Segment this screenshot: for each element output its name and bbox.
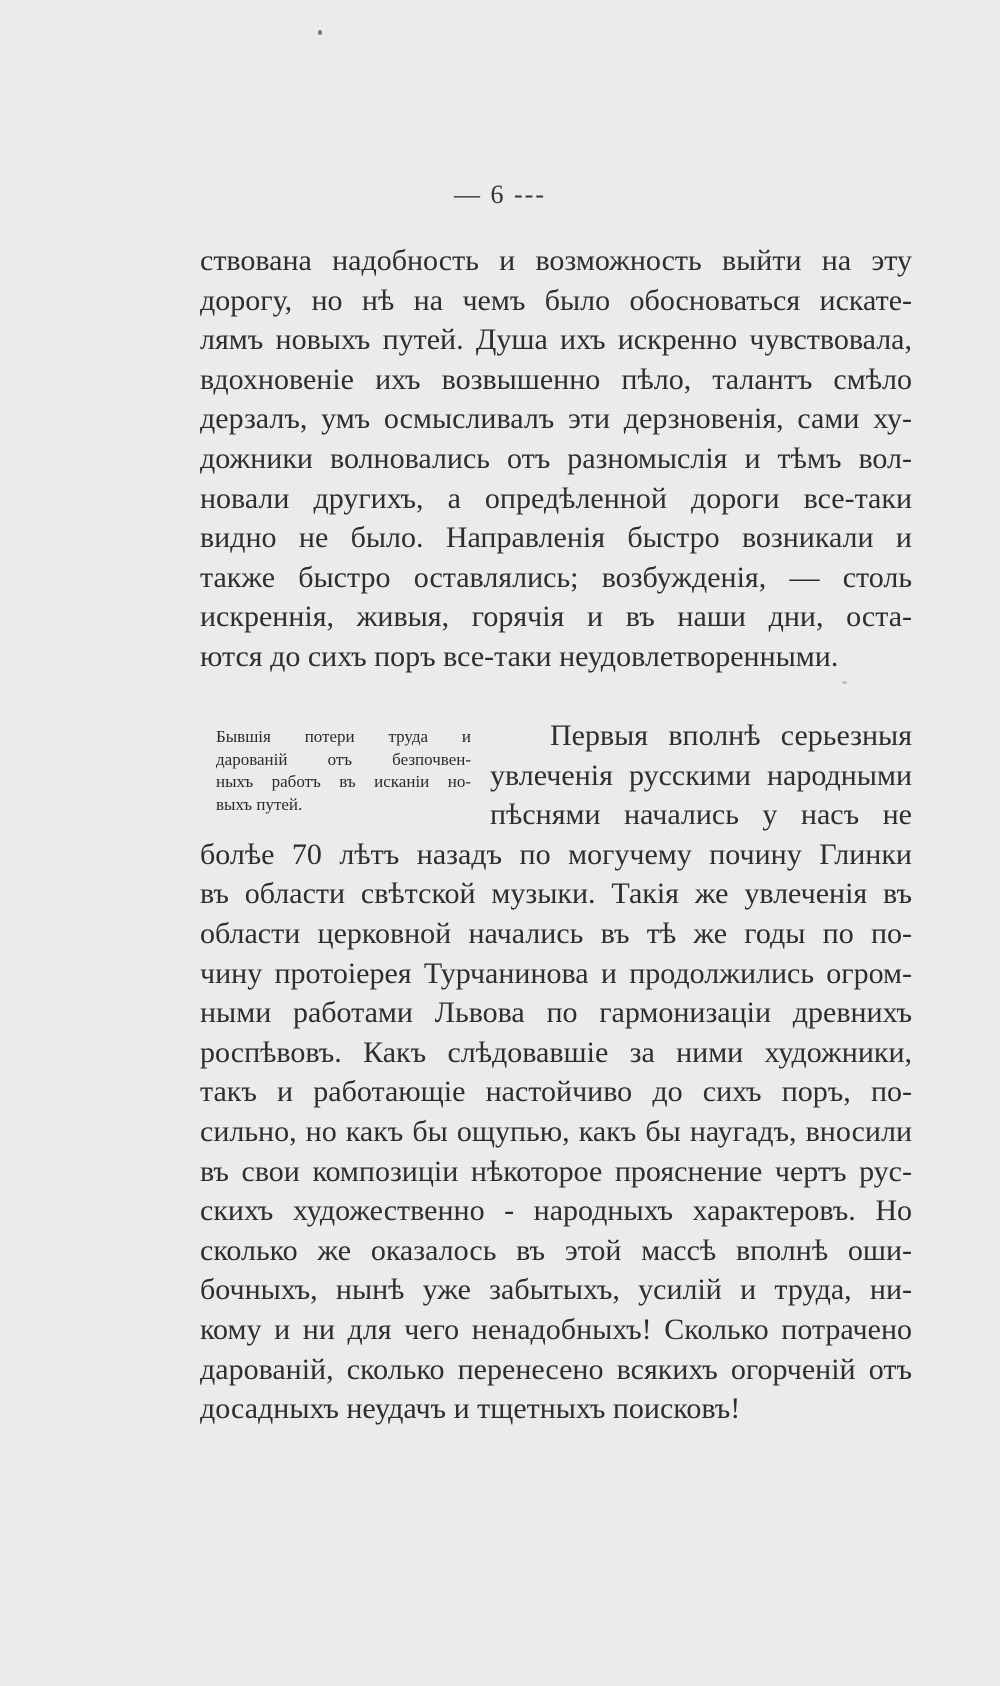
ink-speck xyxy=(842,681,847,684)
text-line: лямъ новыхъ путей. Душа ихъ искренно чувствовала, xyxy=(200,323,912,357)
text-line: чину протоiерея Турчанинова и продолжились огром- xyxy=(200,956,912,990)
text-line: новали другихъ, а опредѣленной дороги все-таки xyxy=(200,481,912,515)
text-line: такъ и работающiе настойчиво до сихъ поръ, по- xyxy=(200,1075,912,1109)
text-line: сколько же оказалось въ этой массѣ вполнѣ оши- xyxy=(200,1233,912,1267)
margin-note-line: ныхъ работъ въ исканiи но- xyxy=(216,772,471,791)
text-line: въ области свѣтской музыки. Такiя же увлеченiя въ xyxy=(200,877,912,911)
text-line: дарованiй, сколько перенесено всякихъ огорченiй отъ xyxy=(200,1352,912,1386)
paragraph-2 xyxy=(200,716,912,1429)
text-line: Первыя вполнѣ серьезныя xyxy=(550,719,912,752)
text-line: досадныхъ неудачъ и тщетныхъ поисковъ! xyxy=(200,1392,741,1426)
text-line: ствована надобность и возможность выйти на эту xyxy=(200,244,912,277)
margin-note-line: дарованiй отъ безпочвен- xyxy=(216,749,471,769)
paragraph-1 xyxy=(200,241,912,677)
text-line: дожники волновались отъ разномыслiя и тѣмъ вол- xyxy=(200,441,912,475)
text-line: кому и ни для чего ненадобныхъ! Сколько потрачено xyxy=(200,1312,912,1346)
text-line: скихъ художественно - народныхъ характеровъ. Но xyxy=(200,1194,912,1228)
text-line: также быстро оставлялись; возбужденiя, — столь xyxy=(200,560,912,594)
margin-note-line: Бывшiя потери труда и xyxy=(216,727,471,746)
text-line: видно не было. Направленiя быстро возникали и xyxy=(200,521,912,555)
text-line: болѣе 70 лѣтъ назадъ по могучему почину Глинки xyxy=(200,837,912,871)
text-line: увлеченiя русскими народными xyxy=(490,758,912,792)
text-line: бочныхъ, нынѣ уже забытыхъ, усилiй и труда, ни- xyxy=(200,1273,912,1307)
text-line: ными работами Львова по гармонизацiи древнихъ xyxy=(200,996,912,1030)
text-line: области церковной начались въ тѣ же годы по по- xyxy=(200,916,912,950)
text-line: въ свои композицiи нѣкоторое прояснение чертъ рус- xyxy=(200,1154,912,1188)
page-number: — 6 --- xyxy=(454,180,546,209)
text-line: дорогу, но нѣ на чемъ было обосноваться искате- xyxy=(200,283,912,317)
ink-speck xyxy=(318,30,322,35)
margin-note-line: выхъ путей. xyxy=(216,794,303,814)
text-line: сильно, но какъ бы ощупью, какъ бы наугадъ, вносили xyxy=(200,1114,912,1148)
text-line: искреннiя, живыя, горячiя и въ наши дни, оста- xyxy=(200,600,912,634)
text-line: пѣснями начались у насъ не xyxy=(490,798,912,832)
text-line: ются до сихъ поръ все-таки неудовлетворенными. xyxy=(200,639,839,673)
text-line: дерзалъ, умъ осмысливалъ эти дерзновенiя, сами ху- xyxy=(200,402,912,436)
text-line: вдохновенiе ихъ возвышенно пѣло, талантъ смѣло xyxy=(200,362,912,396)
text-line: роспѣвовъ. Какъ слѣдовавшiе за ними художники, xyxy=(200,1035,912,1069)
